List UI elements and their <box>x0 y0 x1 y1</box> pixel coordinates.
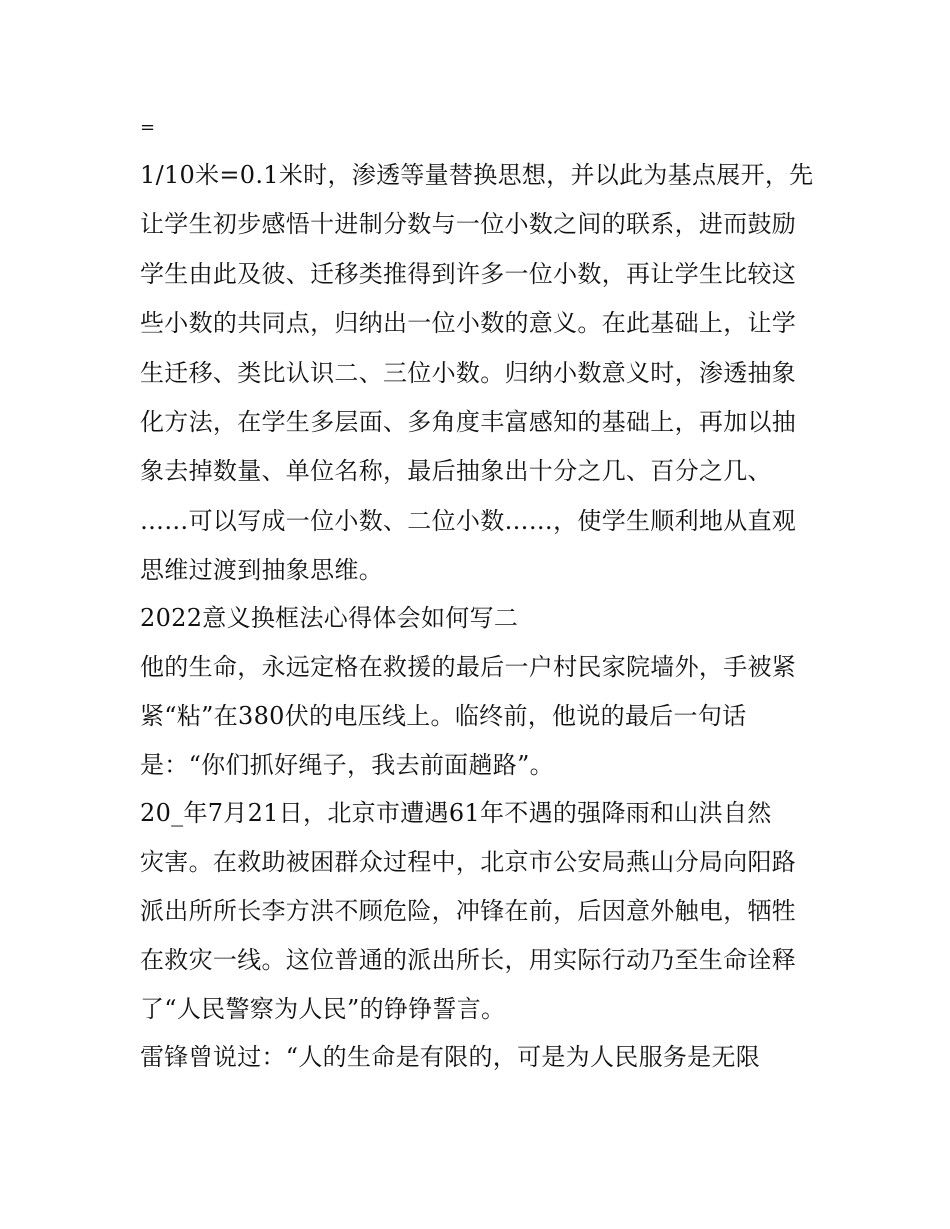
paragraph-line: ……可以写成一位小数、二位小数……，使学生顺利地从直观 <box>140 507 797 535</box>
paragraph-line: 化方法，在学生多层面、多角度丰富感知的基础上，再加以抽 <box>140 408 797 436</box>
paragraph-line: 象去掉数量、单位名称，最后抽象出十分之几、百分之几、 <box>140 457 772 485</box>
paragraph-line: 生迁移、类比认识二、三位小数。归纳小数意义时，渗透抽象 <box>140 359 797 387</box>
paragraph-line: 了“人民警察为人民”的铮铮誓言。 <box>140 995 506 1023</box>
paragraph-line: 思维过渡到抽象思维。 <box>140 556 383 584</box>
paragraph-line: 在救灾一线。这位普通的派出所长，用实际行动乃至生命诠释 <box>140 946 797 974</box>
paragraph-line: 派出所所长李方洪不顾危险，冲锋在前，后因意外触电，牺牲 <box>140 897 797 925</box>
paragraph-line: 让学生初步感悟十进制分数与一位小数之间的联系，进而鼓励 <box>140 210 797 238</box>
paragraph-line: 紧“粘”在380伏的电压线上。临终前，他说的最后一句话 <box>140 702 747 730</box>
paragraph-line: 他的生命，永远定格在救援的最后一户村民家院墙外，手被紧 <box>140 653 797 681</box>
paragraph-line: 雷锋曾说过：“人的生命是有限的，可是为人民服务是无限 <box>140 1043 761 1071</box>
equals-sign-line: = <box>140 117 156 138</box>
paragraph-line: 是：“你们抓好绳子，我去前面趟路”。 <box>140 751 554 779</box>
section-heading: 2022意义换框法心得体会如何写二 <box>140 604 519 632</box>
paragraph-line: 学生由此及彼、迁移类推得到许多一位小数，再让学生比较这 <box>140 260 797 288</box>
paragraph-line: 灾害。在救助被困群众过程中，北京市公安局燕山分局向阳路 <box>140 848 797 876</box>
paragraph-line: 些小数的共同点，归纳出一位小数的意义。在此基础上，让学 <box>140 309 797 337</box>
paragraph-line: 20_年7月21日，北京市遭遇61年不遇的强降雨和山洪自然 <box>140 799 772 827</box>
paragraph-line: 1/10米=0.1米时，渗透等量替换思想，并以此为基点展开，先 <box>140 161 814 189</box>
